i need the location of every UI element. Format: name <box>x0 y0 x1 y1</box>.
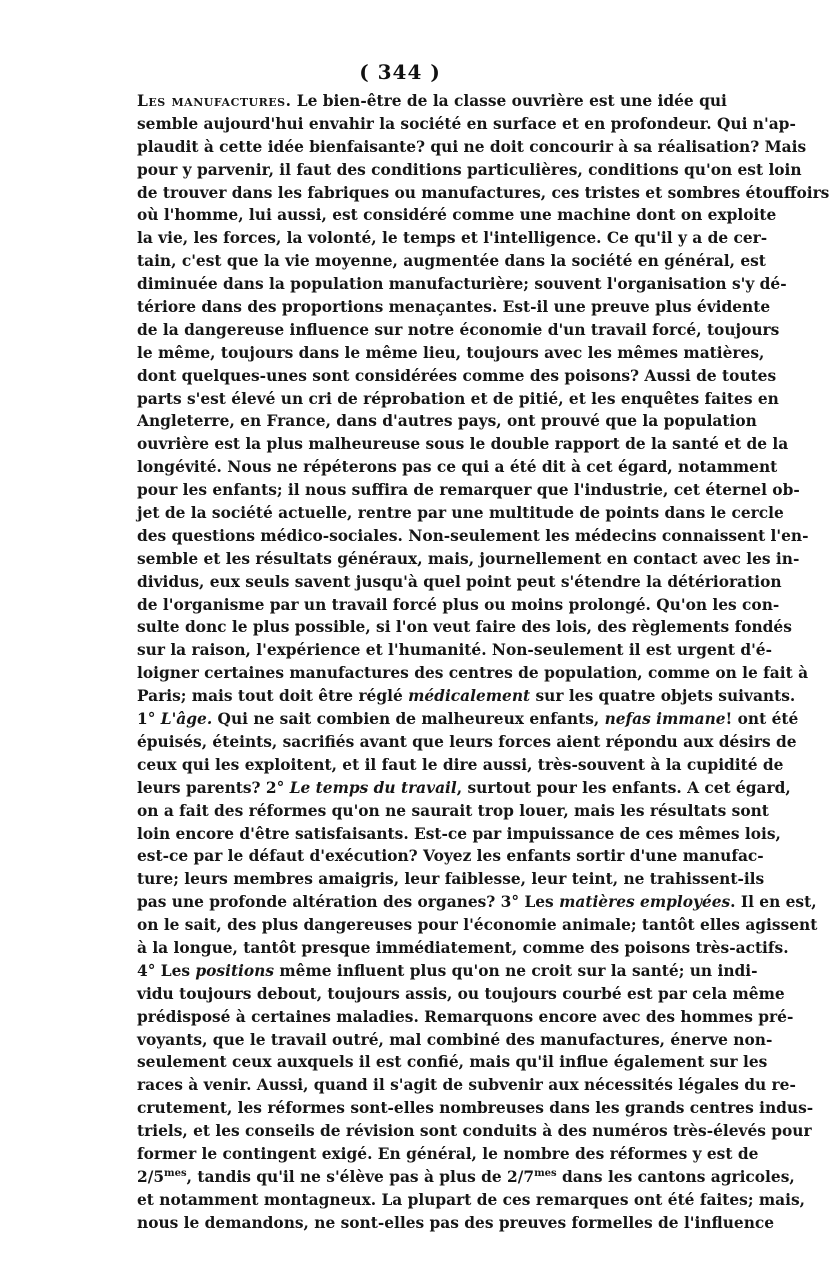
text-segment: et notamment montagneux. La plupart de ces remarques ont été faites; mais, <box>137 1190 805 1209</box>
text-segment: à la longue, tantôt presque immédiatement, comme des poisons très-actifs. <box>137 938 789 957</box>
text-line <box>137 204 777 227</box>
text-line <box>137 479 800 502</box>
text-segment: Qui ne sait combien de malheureux enfants, <box>212 710 605 729</box>
text-line <box>137 1189 805 1212</box>
section-heading: Les manufactures. <box>137 92 292 110</box>
superscript: mes <box>534 1167 557 1179</box>
text-line <box>137 914 818 937</box>
text-segment: pour y parvenir, il faut des conditions particulières, conditions qu'on est loin <box>137 160 802 179</box>
text-line <box>137 250 766 273</box>
text-segment: ture; leurs membres amaigris, leur faiblesse, leur teint, ne trahissent-ils <box>137 870 765 889</box>
text-segment: sulte donc le plus possible, si l'on veut faire des lois, des règlements fondés <box>137 618 792 637</box>
text-segment: seulement ceux auxquels il est confié, mais qu'il influe également sur les <box>137 1053 768 1072</box>
text-segment: dans les cantons agricoles, <box>556 1167 795 1186</box>
text-segment: où l'homme, lui aussi, est considéré comme une machine dont on exploite <box>137 206 777 225</box>
text-line <box>137 731 797 754</box>
text-segment: sur la raison, l'expérience et l'humanité. Non-seulement il est urgent d'é- <box>137 641 772 660</box>
text-segment: le même, toujours dans le même lieu, toujours avec les mêmes matières, <box>137 343 765 362</box>
italic-text: L'âge. <box>160 710 213 729</box>
text-segment: sur les quatre objets suivants. <box>530 687 796 706</box>
text-segment: Angleterre, en France, dans d'autres pays, ont prouvé que la population <box>137 412 757 431</box>
text-segment: former le contingent exigé. En général, le nombre des réformes y est de <box>137 1144 759 1163</box>
text-segment: , tandis qu'il ne s'élève pas à plus de 2/7 <box>186 1167 535 1186</box>
text-segment: pas une profonde altération des organes? 3° Les <box>137 893 560 912</box>
text-segment: Le bien-être de la classe ouvrière est une idée qui <box>291 92 727 110</box>
text-line <box>137 800 769 823</box>
text-segment: 1° <box>137 710 161 729</box>
text-line <box>137 296 771 319</box>
italic-text: Le temps du travail <box>289 778 457 797</box>
text-segment: plaudit à cette idée bienfaisante? qui ne doit concourir à sa réalisation? Mais <box>137 137 807 156</box>
italic-text: matières employées <box>559 893 731 912</box>
text-segment: ! ont été <box>725 710 799 729</box>
text-segment: , surtout pour les enfants. A cet égard, <box>456 778 791 797</box>
text-segment: . Il en est, <box>730 893 817 912</box>
text-segment: épuisés, éteints, sacrifiés avant que leurs forces aient répondu aux désirs de <box>137 732 797 751</box>
text-line <box>137 662 809 685</box>
text-segment: prédisposé à certaines maladies. Remarquons encore avec des hommes pré- <box>137 1007 794 1026</box>
text-line <box>137 845 764 868</box>
text-line <box>137 525 809 548</box>
text-line <box>137 1120 812 1143</box>
text-line <box>137 548 800 571</box>
text-segment: loigner certaines manufactures des centres de population, comme on le fait à <box>137 664 809 683</box>
text-segment: diminuée dans la population manufacturière; souvent l'organisation s'y dé- <box>137 275 787 294</box>
text-segment: tériore dans des proportions menaçantes. Est-il une preuve plus évidente <box>137 298 771 317</box>
text-line <box>137 227 768 250</box>
text-line <box>137 113 796 136</box>
text-segment: 2/5 <box>137 1167 165 1186</box>
text-line <box>137 571 782 594</box>
text-line <box>137 616 792 639</box>
text-segment: de la dangereuse influence sur notre économie d'un travail forcé, toujours <box>137 320 780 339</box>
text-line <box>137 456 778 479</box>
text-line <box>137 90 727 113</box>
text-line <box>137 388 779 411</box>
text-line <box>137 342 765 365</box>
text-segment: on le sait, des plus dangereuses pour l'économie animale; tantôt elles agissent <box>137 916 818 935</box>
text-segment: pour les enfants; il nous suffira de remarquer que l'industrie, cet éternel ob- <box>137 481 800 500</box>
text-segment: la vie, les forces, la volonté, le temps et l'intelligence. Ce qu'il y a de cer- <box>137 229 768 248</box>
text-segment: leurs parents? 2° <box>137 778 290 797</box>
text-segment: tain, c'est que la vie moyenne, augmentée dans la société en général, est <box>137 252 766 271</box>
text-segment: on a fait des réformes qu'on ne saurait trop louer, mais les résultats sont <box>137 801 769 820</box>
text-line <box>137 1029 773 1052</box>
text-line <box>137 983 785 1006</box>
text-segment: 4° Les <box>137 961 196 980</box>
text-segment: jet de la société actuelle, rentre par une multitude de points dans le cercle <box>137 504 784 523</box>
text-line <box>137 1212 775 1235</box>
text-line <box>137 823 781 846</box>
body-text <box>137 90 829 1235</box>
text-line <box>137 594 780 617</box>
text-line <box>137 1097 814 1120</box>
text-segment: loin encore d'être satisfaisants. Est-ce par impuissance de ces mêmes lois, <box>137 824 781 843</box>
text-line <box>137 502 784 525</box>
text-segment: races à venir. Aussi, quand il s'agit de subvenir aux nécessités légales du re- <box>137 1076 796 1095</box>
text-line <box>137 1166 795 1189</box>
text-segment: semble et les résultats généraux, mais, journellement en contact avec les in- <box>137 549 800 568</box>
text-line <box>137 410 757 433</box>
superscript: mes <box>164 1167 187 1179</box>
text-line <box>137 708 799 731</box>
text-segment: semble aujourd'hui envahir la société en surface et en profondeur. Qui n'ap- <box>137 114 796 133</box>
text-line <box>137 777 791 800</box>
text-segment: de l'organisme par un travail forcé plus ou moins prolongé. Qu'on les con- <box>137 595 780 614</box>
text-line <box>137 273 787 296</box>
text-line <box>137 1006 794 1029</box>
text-segment: parts s'est élevé un cri de réprobation et de pitié, et les enquêtes faites en <box>137 389 779 408</box>
text-line <box>137 433 789 456</box>
text-segment: voyants, que le travail outré, mal combiné des manufactures, énerve non- <box>137 1030 773 1049</box>
text-segment: ceux qui les exploitent, et il faut le dire aussi, très-souvent à la cupidité de <box>137 755 784 774</box>
page-number: ( 344 ) <box>359 60 441 84</box>
text-segment: longévité. Nous ne répéterons pas ce qui a été dit à cet égard, notamment <box>137 458 778 477</box>
text-segment: des questions médico-sociales. Non-seulement les médecins connaissent l'en- <box>137 526 809 545</box>
text-segment: vidu toujours debout, toujours assis, ou toujours courbé est par cela même <box>137 984 785 1003</box>
text-line <box>137 1074 796 1097</box>
text-line <box>137 960 758 983</box>
text-line <box>137 1051 768 1074</box>
text-segment: de trouver dans les fabriques ou manufactures, ces tristes et sombres étouffoirs <box>137 183 829 202</box>
text-line <box>137 937 789 960</box>
italic-text: médicalement <box>408 687 531 706</box>
text-line <box>137 639 772 662</box>
text-line <box>137 159 802 182</box>
text-line <box>137 182 829 205</box>
text-segment: dont quelques-unes sont considérées comme des poisons? Aussi de toutes <box>137 366 777 385</box>
text-line <box>137 754 784 777</box>
text-segment: triels, et les conseils de révision sont conduits à des numéros très-élevés pour <box>137 1122 812 1141</box>
text-line <box>137 365 777 388</box>
text-segment: crutement, les réformes sont-elles nombreuses dans les grands centres indus- <box>137 1099 814 1118</box>
text-segment: est-ce par le défaut d'exécution? Voyez les enfants sortir d'une manufac- <box>137 847 764 866</box>
text-line <box>137 868 765 891</box>
text-line <box>137 1143 759 1166</box>
text-line <box>137 319 780 342</box>
text-segment: même influent plus qu'on ne croit sur la santé; un indi- <box>274 961 758 980</box>
text-line <box>137 891 817 914</box>
text-segment: nous le demandons, ne sont-elles pas des preuves formelles de l'influence <box>137 1213 775 1232</box>
text-line <box>137 136 807 159</box>
text-segment: dividus, eux seuls savent jusqu'à quel point peut s'étendre la détérioration <box>137 572 782 591</box>
text-segment: Paris; mais tout doit être réglé <box>137 687 409 706</box>
italic-text: nefas immane <box>604 710 726 729</box>
italic-text: positions <box>195 961 275 980</box>
text-line <box>137 685 796 708</box>
text-segment: ouvrière est la plus malheureuse sous le double rapport de la santé et de la <box>137 435 789 454</box>
